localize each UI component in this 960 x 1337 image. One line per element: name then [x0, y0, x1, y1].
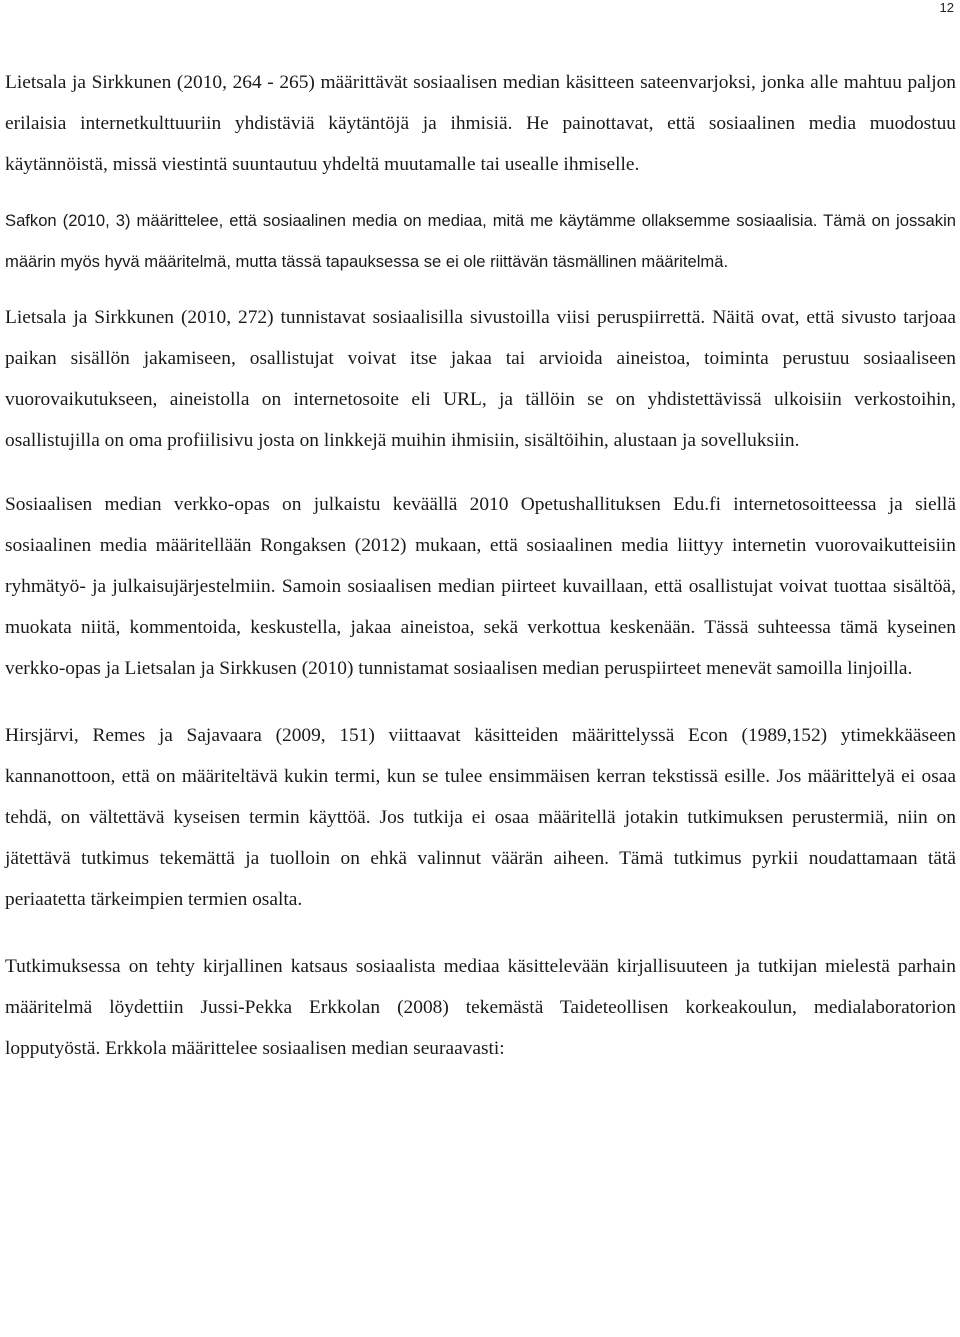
paragraph-gap	[5, 282, 956, 297]
paragraph-gap	[5, 185, 956, 200]
paragraph-kasitteiden-maarittely: Hirsjärvi, Remes ja Sajavaara (2009, 151) viittaavat käsitteiden määrittelyssä Econ (1989,152) ytimekkääseen kannanottoon, että on määriteltävä kukin termi, kun se tulee ensimmäisen kerran tekstissä esille. Jos määrittelyä ei osaa tehdä, on vältettävä kyseisen termin käyttöä. Jos tutkija ei osaa määritellä jotakin tutkimuksen perustermiä, niin on jätettävä tutkimus tekemättä ja tuolloin on ehkä valinnut väärän aiheen. Tämä tutkimus pyrkii noudattamaan tätä periaatetta tärkeimpien termien osalta.	[5, 725, 956, 910]
paragraph-safko-maaritelma: Safkon (2010, 3) määrittelee, että sosiaalinen media on mediaa, mitä me käytämme ollaksemme sosiaalisia. Tämä on jossakin määrin myös hyvä määritelmä, mutta tässä tapauksessa se ei ole riittävän täsmällinen määritelmä.	[5, 211, 956, 271]
paragraph-gap	[5, 920, 956, 946]
paragraph-gap	[5, 461, 956, 484]
paragraph-viisi-peruspiirretta: Lietsala ja Sirkkunen (2010, 272) tunnistavat sosiaalisilla sivustoilla viisi peruspiirrettä. Näitä ovat, että sivusto tarjoaa paikan sisällön jakamiseen, osallistujat voivat itse jakaa tai arvioida aineistoa, toiminta perustuu sosiaaliseen vuorovaikutukseen, aineistolla on internetosoite eli URL, ja tällöin se on yhdistettävissä ulkoisiin verkostoihin, osallistujilla on oma profiilisivu josta on linkkejä muihin ihmisiin, sisältöihin, alustaan ja sovelluksiin.	[5, 307, 956, 451]
page-number: 12	[939, 0, 954, 15]
paragraph-gap	[5, 689, 956, 715]
paragraph-verkko-opas: Sosiaalisen median verkko-opas on julkaistu keväällä 2010 Opetushallituksen Edu.fi internetosoitteessa ja siellä sosiaalinen media määritellään Rongaksen (2012) mukaan, että sosiaalinen media liittyy internetin vuorovaikutteisiin ryhmätyö- ja julkaisujärjestelmiin. Samoin sosiaalisen median piirteet kuvaillaan, että osallistujat voivat tuottaa sisältöä, muokata niitä, kommentoida, keskustella, jakaa aineistoa, sekä verkottua keskenään. Tässä suhteessa tämä kyseinen verkko-opas ja Lietsalan ja Sirkkusen (2010) tunnistamat sosiaalisen median peruspiirteet menevät samoilla linjoilla.	[5, 494, 956, 679]
paragraph-sosiaalinen-media-sateenvarjo: Lietsala ja Sirkkunen (2010, 264 - 265) määrittävät sosiaalisen median käsitteen sateenvarjoksi, jonka alle mahtuu paljon erilaisia internetkulttuuriin yhdistäviä käytäntöjä ja ihmisiä. He painottavat, että sosiaalinen media muodostuu käytännöistä, missä viestintä suuntautuu yhdeltä muutamalle tai usealle ihmiselle.	[5, 72, 956, 175]
document-body	[5, 62, 956, 1069]
paragraph-erkkola-maaritelma: Tutkimuksessa on tehty kirjallinen katsaus sosiaalista mediaa käsittelevään kirjallisuuteen ja tutkijan mielestä parhain määritelmä löydettiin Jussi-Pekka Erkkolan (2008) tekemästä Taideteollisen korkeakoulun, medialaboratorion lopputyöstä. Erkkola määrittelee sosiaalisen median seuraavasti:	[5, 956, 956, 1059]
